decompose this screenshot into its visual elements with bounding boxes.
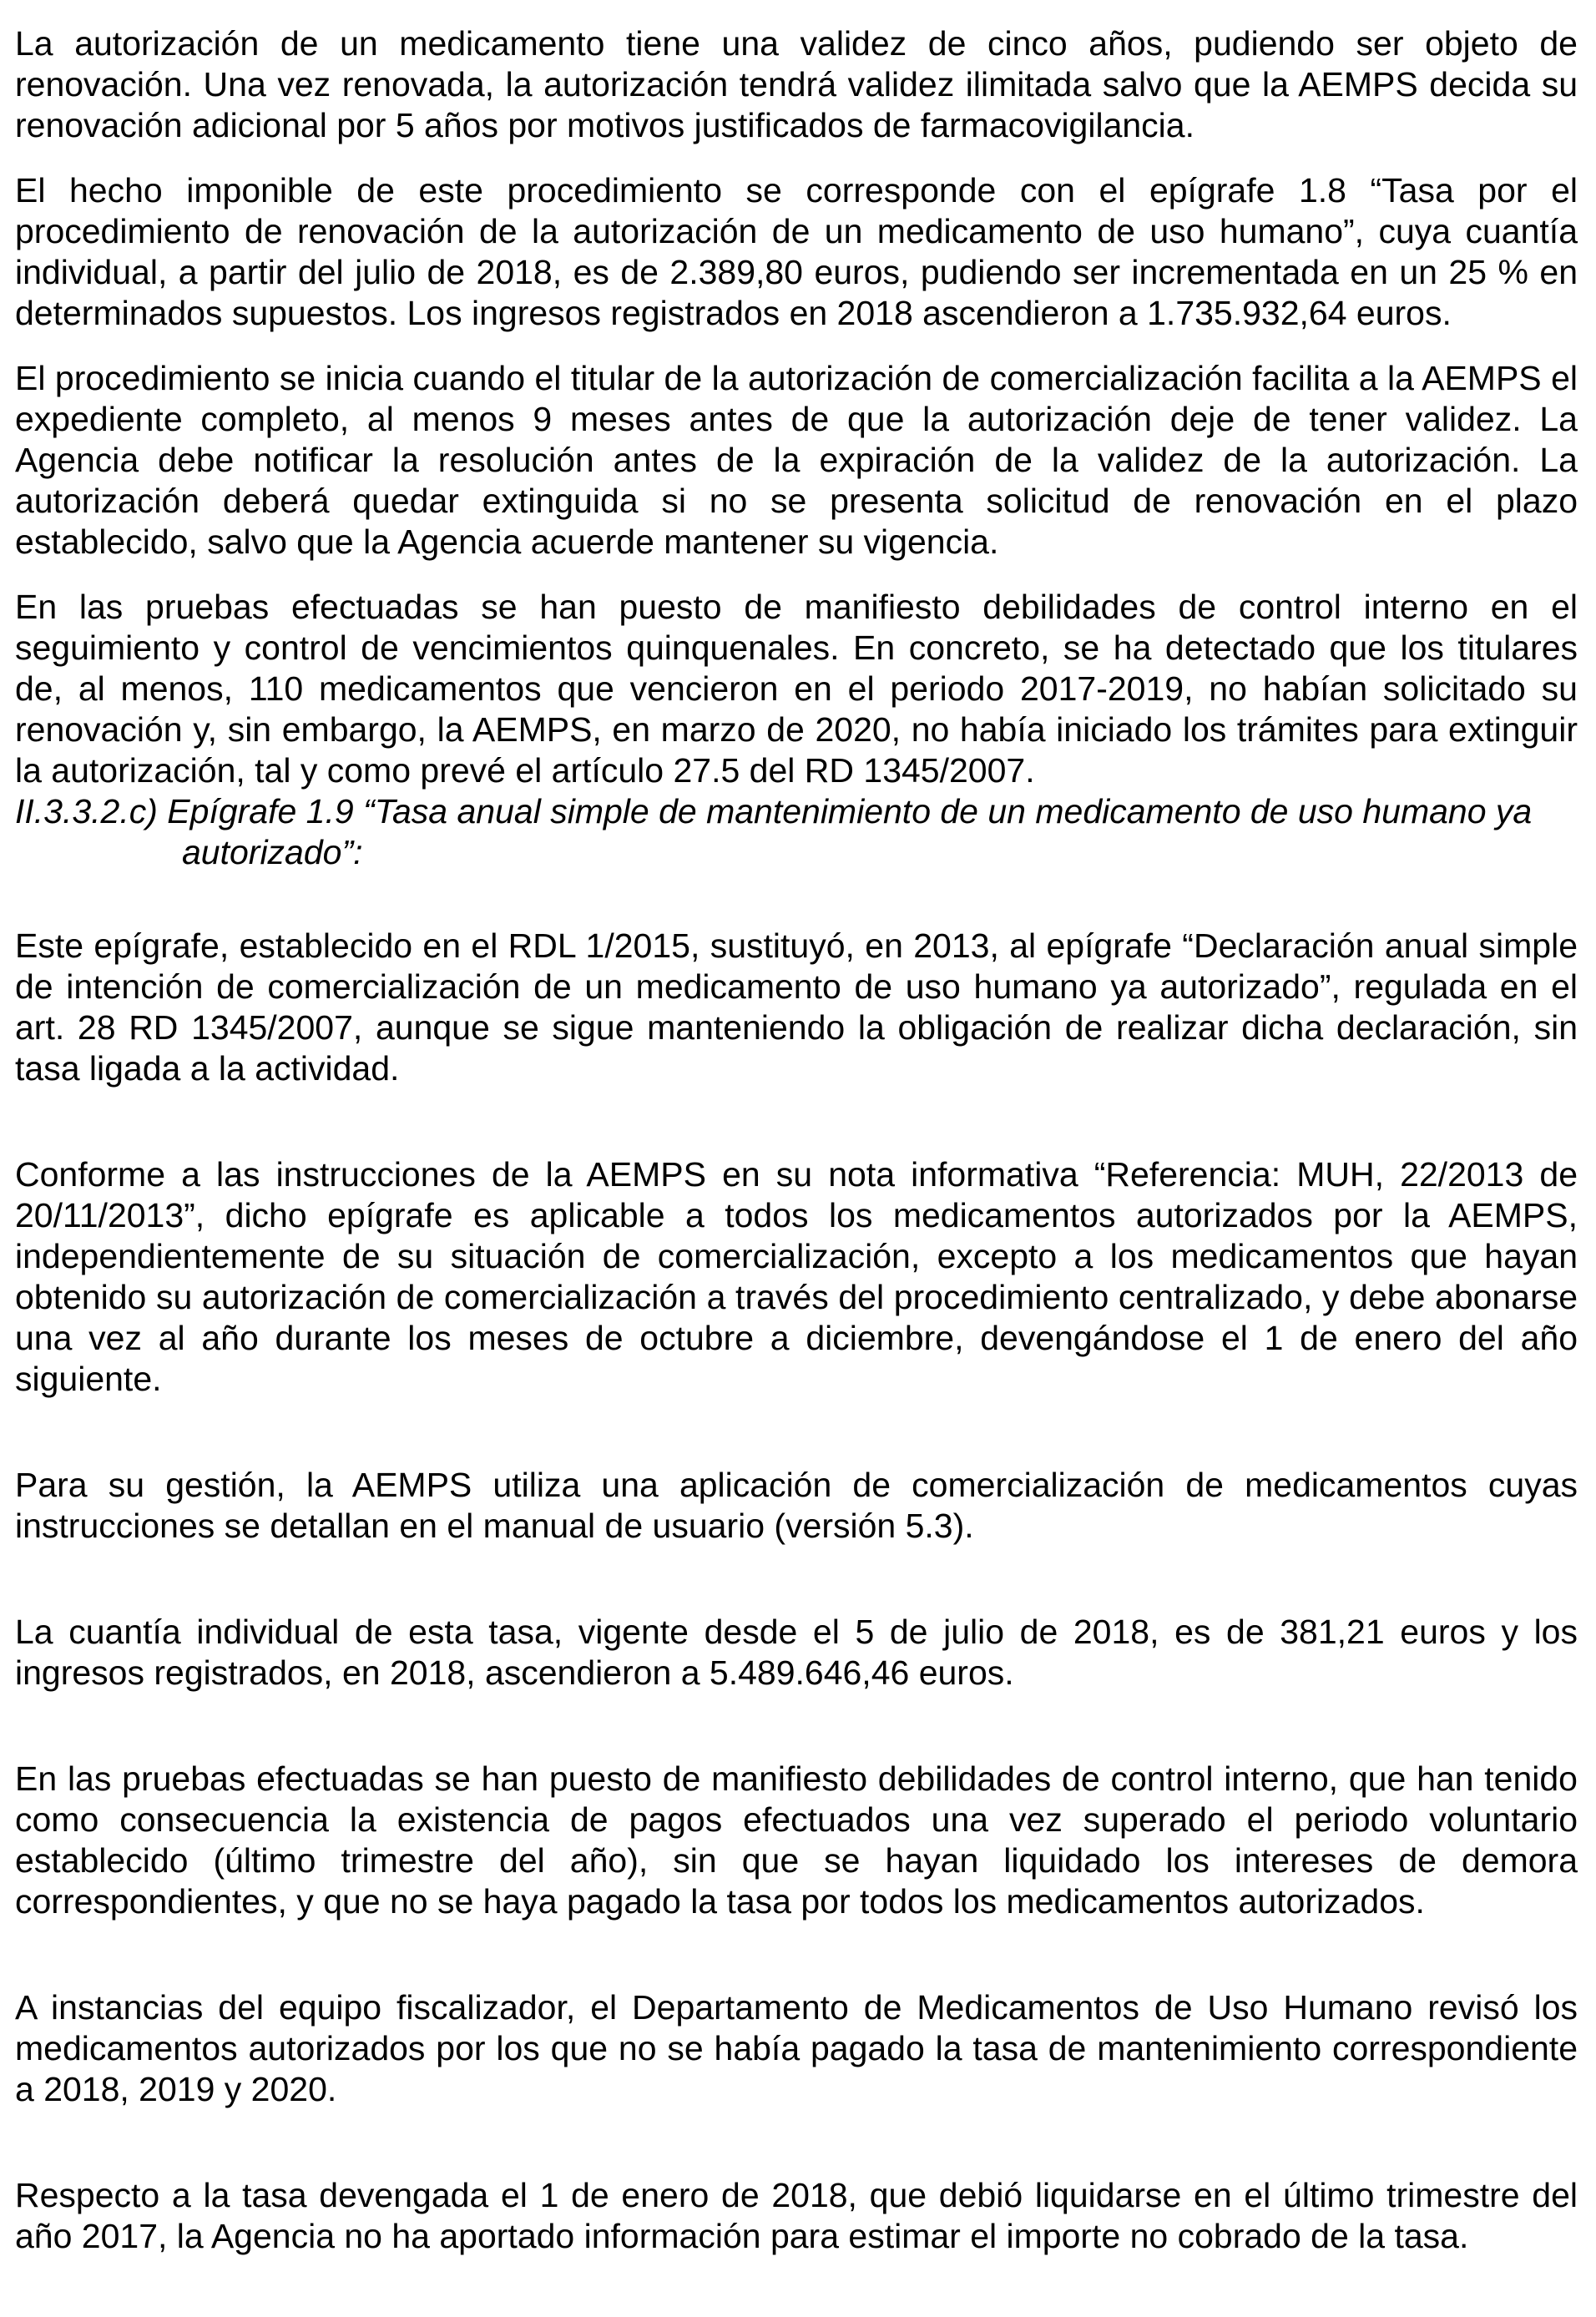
paragraph-late-payments: En las pruebas efectuadas se han puesto de manifiesto debilidades de control interno, que han tenido como consecuencia la existencia de pagos efectuados una vez superado el periodo voluntario establecido (último trimestre del año), sin que se hayan liquidado los intereses de demora correspondientes, y que no se haya pagado la tasa por todos los medicamentos autorizados. [15, 1759, 1578, 1921]
paragraph-fee-amount: La cuantía individual de esta tasa, vigente desde el 5 de julio de 2018, es de 381,21 euros y los ingresos registrados, en 2018, ascendieron a 5.489.646,46 euros. [15, 1613, 1578, 1692]
paragraph-renewal-validity: La autorización de un medicamento tiene una validez de cinco años, pudiendo ser objeto de renovación. Una vez renovada, la autorización tendrá validez ilimitada salvo que la AEMPS decida su renovación adicional por 5 años por motivos justificados de farmacovigilancia. [15, 24, 1578, 144]
paragraph-management-app: Para su gestión, la AEMPS utiliza una aplicación de comercialización de medicamentos cuyas instrucciones se detallan en el manual de usuario (versión 5.3). [15, 1466, 1578, 1545]
paragraph-department-review: A instancias del equipo fiscalizador, el Departamento de Medicamentos de Uso Humano revisó los medicamentos autorizados por los que no se había pagado la tasa de mantenimiento correspondiente a 2018, 2019 y 2020. [15, 1988, 1578, 2108]
document-page [15, 23, 1578, 2257]
paragraph-2018-fee: Respecto a la tasa devengada el 1 de enero de 2018, que debió liquidarse en el último trimestre del año 2017, la Agencia no ha aportado información para estimar el importe no cobrado de la tasa. [15, 2176, 1578, 2255]
paragraph-epigraph-origin: Este epígrafe, establecido en el RDL 1/2015, sustituyó, en 2013, al epígrafe “Declaración anual simple de intención de comercialización de un medicamento de uso humano ya autorizado”, regulada en el art. 28 RD 1345/2007, aunque se sigue manteniendo la obligación de realizar dicha declaración, sin tasa ligada a la actividad. [15, 926, 1578, 1088]
section-heading: II.3.3.2.c) Epígrafe 1.9 “Tasa anual simple de mantenimiento de un medicamento de uso humano ya autorizado”: [15, 792, 1533, 871]
paragraph-taxable-event: El hecho imponible de este procedimiento se corresponde con el epígrafe 1.8 “Tasa por el procedimiento de renovación de la autorización de un medicamento de uso humano”, cuya cuantía individual, a partir del julio de 2018, es de 2.389,80 euros, pudiendo ser incrementada en un 25 % en determinados supuestos. Los ingresos registrados en 2018 ascendieron a 1.735.932,64 euros. [15, 171, 1578, 332]
paragraph-aemps-instructions: Conforme a las instrucciones de la AEMPS en su nota informativa “Referencia: MUH, 22/2013 de 20/11/2013”, dicho epígrafe es aplicable a todos los medicamentos autorizados por la AEMPS, independientemente de su situación de comercialización, excepto a los medicamentos que hayan obtenido su autorización de comercialización a través del procedimiento centralizado, y debe abonarse una vez al año durante los meses de octubre a diciembre, devengándose el 1 de enero del año siguiente. [15, 1155, 1578, 1398]
paragraph-procedure-start: El procedimiento se inicia cuando el titular de la autorización de comercialización facilita a la AEMPS el expediente completo, al menos 9 meses antes de que la autorización deje de tener validez. La Agencia debe notificar la resolución antes de la expiración de la validez de la autorización. La autorización deberá quedar extinguida si no se presenta solicitud de renovación en el plazo establecido, salvo que la Agencia acuerde mantener su vigencia. [15, 359, 1578, 561]
paragraph-control-weaknesses: En las pruebas efectuadas se han puesto de manifiesto debilidades de control interno en el seguimiento y control de vencimientos quinquenales. En concreto, se ha detectado que los titulares de, al menos, 110 medicamentos que vencieron en el periodo 2017-2019, no habían solicitado su renovación y, sin embargo, la AEMPS, en marzo de 2020, no había iniciado los trámites para extinguir la autorización, tal y como prevé el artículo 27.5 del RD 1345/2007. [15, 588, 1578, 790]
